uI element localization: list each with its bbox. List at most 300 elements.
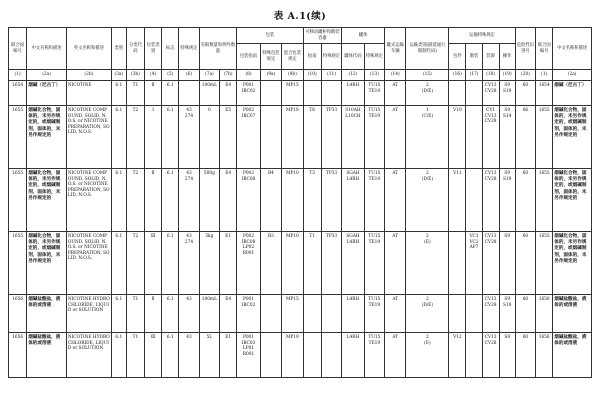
cell-tank-vehicle bbox=[385, 295, 406, 333]
cell-text: NICOTINE bbox=[67, 83, 92, 88]
cell-mixed-packing bbox=[282, 81, 303, 106]
cell-bulk bbox=[466, 333, 482, 378]
cell-en-name bbox=[66, 169, 111, 232]
cell-packing-instructions bbox=[237, 295, 261, 333]
header-un-number: 联合国编号 bbox=[9, 28, 27, 70]
cell-text: TU15 bbox=[368, 83, 381, 88]
cell-text: 1656 bbox=[12, 335, 24, 340]
cell-un-number bbox=[9, 333, 27, 378]
cell-text: NICOTINE HYDROCHLORIDE, LIQUID or SOLUTION bbox=[67, 297, 110, 314]
cell-text: 6.1 bbox=[115, 171, 123, 176]
cell-text: TE19 bbox=[368, 239, 381, 245]
cell-text: VC1 bbox=[469, 234, 479, 239]
header-cn-name-repeat: 中文名称和描述 bbox=[553, 28, 592, 70]
cell-text: R001 bbox=[242, 351, 255, 357]
header-tank-special: 特殊规定 bbox=[321, 44, 341, 70]
cell-text: B4 bbox=[268, 171, 274, 176]
cell-text: 6.1 bbox=[115, 335, 123, 340]
cell-tank-code bbox=[342, 106, 365, 169]
cell-tank-vehicle bbox=[385, 106, 406, 169]
cell-un-number-repeat bbox=[536, 232, 553, 295]
cell-en-name bbox=[66, 106, 111, 169]
header-tank-code-special: 特殊规定 bbox=[364, 44, 384, 70]
cell-text: AT bbox=[392, 171, 399, 176]
cell-text: T2 bbox=[132, 234, 139, 239]
cell-text: L4BH bbox=[346, 83, 360, 88]
cell-un-number bbox=[9, 169, 27, 232]
cell-text: TU15 bbox=[368, 171, 381, 176]
cell-text: 1655 bbox=[12, 171, 24, 176]
column-number: (14) bbox=[385, 70, 406, 81]
cell-label bbox=[162, 232, 179, 295]
cell-special-packing bbox=[260, 106, 281, 169]
header-group-tank: 罐体 bbox=[342, 28, 385, 44]
header-cn-name: 中文名称和描述 bbox=[27, 28, 67, 70]
cell-text: MP15 bbox=[286, 297, 299, 302]
cell-mixed-packing bbox=[282, 106, 303, 169]
cell-text: 5L bbox=[206, 335, 213, 340]
cell-text: TU15 bbox=[368, 108, 381, 113]
cell-text: 烟碱化合物，固体的，未另作规定的，或烟碱制剂，固体的，未另作规定的 bbox=[554, 171, 587, 201]
cell-text: CV13 bbox=[484, 335, 497, 340]
cell-text: AT bbox=[392, 297, 399, 302]
cell-text: S14 bbox=[503, 113, 512, 119]
cell-hazard-id bbox=[515, 106, 535, 169]
cell-tank-special bbox=[321, 81, 341, 106]
cell-text: S9 bbox=[504, 108, 511, 113]
cell-tank-special bbox=[321, 169, 341, 232]
header-transport-category: 运输类别(隧道通行限制代码) bbox=[406, 28, 449, 70]
header-hazard-id: 危险性识别号 bbox=[515, 28, 535, 70]
cell-bulk bbox=[466, 295, 482, 333]
cell-text: 6.1 bbox=[115, 108, 123, 113]
cell-text: NICOTINE COMPOUND, SOLID, N.O.S. or NICOTINE PREPARATION, SOLID, N.O.S. bbox=[67, 108, 110, 136]
cell-text: AT bbox=[392, 234, 399, 239]
cell-text: 6.1 bbox=[115, 234, 123, 239]
cell-text: (C/E) bbox=[421, 113, 434, 119]
cell-limited-quantity bbox=[199, 333, 219, 378]
cell-text: 6.1 bbox=[166, 171, 174, 176]
cell-operation bbox=[499, 169, 515, 232]
cell-mixed-packing bbox=[282, 232, 303, 295]
cell-text: T1 bbox=[132, 297, 139, 302]
cell-cn-name-repeat bbox=[553, 169, 592, 232]
cell-text: S9 bbox=[504, 171, 511, 176]
cell-en-name bbox=[66, 295, 111, 333]
cell-text: AT bbox=[392, 108, 399, 113]
cell-excepted-quantity bbox=[220, 232, 237, 295]
column-number: (15) bbox=[406, 70, 449, 81]
column-number: (1) bbox=[536, 70, 553, 81]
column-number: (9a) bbox=[260, 70, 281, 81]
cell-class-code bbox=[126, 333, 144, 378]
cell-text: 烟碱（尼古丁） bbox=[554, 83, 587, 88]
column-number-row bbox=[9, 70, 592, 81]
cell-text: 烟碱化合物，固体的，未另作规定的，或烟碱制剂，固体的，未另作规定的 bbox=[554, 234, 587, 264]
cell-label bbox=[162, 169, 179, 232]
cell-text: P002 bbox=[242, 108, 255, 113]
cell-packing-instructions bbox=[237, 106, 261, 169]
cell-bulk bbox=[466, 169, 482, 232]
cell-text: 5kg bbox=[205, 234, 214, 239]
cell-text: Ⅲ bbox=[151, 234, 156, 239]
column-number: (3a) bbox=[111, 70, 126, 81]
cell-special-provisions bbox=[179, 106, 199, 169]
cell-cn-name-repeat bbox=[553, 232, 592, 295]
column-number: (20) bbox=[515, 70, 535, 81]
cell-class-code bbox=[126, 295, 144, 333]
cell-class-code bbox=[126, 81, 144, 106]
cell-text: T2 bbox=[132, 108, 139, 113]
cell-text: 1654 bbox=[12, 83, 24, 88]
cell-text: 1655 bbox=[12, 108, 24, 113]
cell-un-number-repeat bbox=[536, 81, 553, 106]
header-en-name: 英文名称和描述 bbox=[66, 28, 111, 70]
cell-text: S19 bbox=[503, 88, 512, 94]
cell-text: 43 bbox=[186, 171, 192, 176]
cell-text: S19 bbox=[503, 302, 512, 308]
cell-packing-group bbox=[145, 333, 162, 378]
cell-text: MP15 bbox=[286, 83, 299, 88]
header-loading: 装卸 bbox=[482, 44, 499, 70]
cell-tank-special bbox=[321, 232, 341, 295]
cell-packing-instructions bbox=[237, 169, 261, 232]
cell-operation bbox=[499, 81, 515, 106]
cell-text: P001 bbox=[242, 335, 255, 340]
column-number: (4) bbox=[145, 70, 162, 81]
cell-text: R001 bbox=[242, 250, 255, 256]
cell-text: S9 bbox=[504, 335, 511, 340]
cell-text: AP7 bbox=[469, 245, 479, 251]
cell-packing-group bbox=[145, 81, 162, 106]
cell-mixed-packing bbox=[282, 169, 303, 232]
cell-text: IBC03 bbox=[241, 340, 256, 346]
cell-text: 1655 bbox=[538, 108, 550, 113]
cell-text: MP18 bbox=[286, 108, 299, 113]
cell-hazard-id bbox=[515, 333, 535, 378]
cell-text: SGAH bbox=[346, 234, 360, 239]
header-limited-quantity: 有限数量和例外数量 bbox=[199, 28, 237, 70]
cell-text: L4BH bbox=[346, 297, 360, 302]
cell-cn-name bbox=[27, 169, 67, 232]
cell-text: 6.1 bbox=[115, 83, 123, 88]
cell-packing-instructions bbox=[237, 232, 261, 295]
header-bulk: 散装 bbox=[466, 44, 482, 70]
cell-text: TP33 bbox=[325, 234, 338, 239]
cell-tank-code bbox=[342, 333, 365, 378]
cell-text: T6 bbox=[309, 108, 316, 113]
header-class: 类别 bbox=[111, 28, 126, 70]
cell-text: CV28 bbox=[484, 176, 497, 182]
cell-tank-code-special bbox=[364, 295, 384, 333]
cell-transport-category bbox=[406, 295, 449, 333]
cell-text: V11 bbox=[453, 171, 462, 176]
table-row bbox=[9, 295, 592, 333]
cell-text: T1 bbox=[132, 83, 139, 88]
cell-packages bbox=[449, 232, 466, 295]
cell-tank-code bbox=[342, 232, 365, 295]
header-special-provisions: 特殊规定 bbox=[179, 28, 199, 70]
cell-text: 43 bbox=[186, 335, 192, 340]
cell-label bbox=[162, 81, 179, 106]
cell-text: E5 bbox=[225, 108, 232, 113]
cell-text: TE19 bbox=[368, 113, 381, 119]
cell-text: P002 bbox=[242, 234, 255, 239]
cell-text: TE19 bbox=[368, 302, 381, 308]
cell-label bbox=[162, 333, 179, 378]
cell-tank-instructions bbox=[303, 333, 321, 378]
cell-text: CV13 bbox=[484, 297, 497, 302]
cell-text: 43 bbox=[186, 108, 192, 113]
cell-special-provisions bbox=[179, 333, 199, 378]
cell-class bbox=[111, 169, 126, 232]
cell-tank-instructions bbox=[303, 81, 321, 106]
cell-tank-instructions bbox=[303, 232, 321, 295]
cell-text: 1655 bbox=[538, 171, 550, 176]
cell-text: AT bbox=[392, 83, 399, 88]
cell-special-provisions bbox=[179, 295, 199, 333]
cell-text: 500g bbox=[203, 171, 215, 176]
cell-cn-name-repeat bbox=[553, 333, 592, 378]
cell-packages bbox=[449, 169, 466, 232]
cell-un-number-repeat bbox=[536, 106, 553, 169]
header-mixed-packing: 混合包装规定 bbox=[282, 44, 303, 70]
column-number: (6) bbox=[179, 70, 199, 81]
cell-packing-instructions bbox=[237, 333, 261, 378]
cell-cn-name-repeat bbox=[553, 295, 592, 333]
cell-excepted-quantity bbox=[220, 106, 237, 169]
table-row bbox=[9, 106, 592, 169]
cell-text: SGAH bbox=[346, 171, 360, 176]
cell-text: 100mL bbox=[201, 83, 217, 88]
cell-text: 6.1 bbox=[166, 335, 174, 340]
cell-transport-category bbox=[406, 169, 449, 232]
cell-text: 274 bbox=[184, 176, 194, 182]
cell-operation bbox=[499, 295, 515, 333]
cell-loading bbox=[482, 333, 499, 378]
cell-text: LP01 bbox=[242, 346, 255, 352]
cell-bulk bbox=[466, 106, 482, 169]
column-number: (19) bbox=[499, 70, 515, 81]
cell-transport-category bbox=[406, 81, 449, 106]
cell-text: 6.1 bbox=[166, 108, 174, 113]
cell-text: 1656 bbox=[538, 335, 550, 340]
cell-excepted-quantity bbox=[220, 295, 237, 333]
header-label: 标志 bbox=[162, 28, 179, 70]
cell-text: 2 bbox=[426, 171, 429, 176]
cell-text: E4 bbox=[225, 83, 232, 88]
cell-packing-group bbox=[145, 106, 162, 169]
cell-text: V12 bbox=[453, 335, 462, 340]
cell-text: 60 bbox=[522, 234, 529, 239]
column-number: (2b) bbox=[66, 70, 111, 81]
column-number: (7a) bbox=[199, 70, 219, 81]
cell-tank-instructions bbox=[303, 106, 321, 169]
cell-text: (D/E) bbox=[421, 176, 434, 182]
cell-text: 66 bbox=[522, 108, 529, 113]
cell-tank-vehicle bbox=[385, 333, 406, 378]
cell-special-provisions bbox=[179, 169, 199, 232]
cell-tank-code-special bbox=[364, 106, 384, 169]
cell-operation bbox=[499, 106, 515, 169]
column-number: (5) bbox=[162, 70, 179, 81]
cell-text: NICOTINE HYDROCHLORIDE, LIQUID or SOLUTION bbox=[67, 335, 110, 352]
cell-text: (D/E) bbox=[421, 88, 434, 94]
cell-text: 2 bbox=[426, 335, 429, 340]
cell-hazard-id bbox=[515, 295, 535, 333]
cell-text: 2 bbox=[426, 234, 429, 239]
column-number: (1) bbox=[9, 70, 27, 81]
cell-text: AT bbox=[392, 335, 399, 340]
cell-text: 43 bbox=[186, 234, 192, 239]
cell-class-code bbox=[126, 106, 144, 169]
cell-mixed-packing bbox=[282, 295, 303, 333]
cell-un-number bbox=[9, 81, 27, 106]
cell-special-packing bbox=[260, 169, 281, 232]
cell-packing-group bbox=[145, 169, 162, 232]
cell-loading bbox=[482, 232, 499, 295]
cell-label bbox=[162, 295, 179, 333]
cell-loading bbox=[482, 81, 499, 106]
cell-text: Ⅱ bbox=[151, 83, 155, 88]
cell-text: 60 bbox=[522, 83, 529, 88]
cell-text: 60 bbox=[522, 171, 529, 176]
cell-text: 烟碱盐酸盐，液体的或溶液 bbox=[554, 335, 587, 347]
cell-limited-quantity bbox=[199, 295, 219, 333]
cell-cn-name bbox=[27, 81, 67, 106]
cell-text: 2 bbox=[426, 83, 429, 88]
cell-text: NICOTINE COMPOUND, SOLID, N.O.S. or NICOTINE PREPARATION, SOLID, N.O.S. bbox=[67, 171, 110, 199]
cell-tank-code bbox=[342, 81, 365, 106]
cell-text: IBC08 bbox=[241, 176, 256, 182]
cell-special-packing bbox=[260, 333, 281, 378]
cell-text: S19 bbox=[503, 176, 512, 182]
cell-text: IBC02 bbox=[241, 302, 256, 308]
table-row bbox=[9, 232, 592, 295]
column-number: (13) bbox=[364, 70, 384, 81]
cell-text: 6.1 bbox=[166, 297, 174, 302]
cell-text: T1 bbox=[309, 234, 316, 239]
cell-text: V10 bbox=[453, 108, 462, 113]
cell-operation bbox=[499, 333, 515, 378]
cell-tank-special bbox=[321, 295, 341, 333]
cell-text: 1656 bbox=[12, 297, 24, 302]
cell-text: T1 bbox=[132, 335, 139, 340]
cell-tank-code-special bbox=[364, 81, 384, 106]
cell-text: 6.1 bbox=[115, 297, 123, 302]
cell-limited-quantity bbox=[199, 81, 219, 106]
cell-text: LP02 bbox=[242, 245, 255, 251]
cell-bulk bbox=[466, 81, 482, 106]
cell-text: TU15 bbox=[368, 297, 381, 302]
cell-text: 烟碱盐酸盐，液体的或溶液 bbox=[28, 335, 61, 347]
cell-text: L10CH bbox=[345, 113, 361, 119]
cell-tank-code-special bbox=[364, 333, 384, 378]
cell-text: 43 bbox=[186, 297, 192, 302]
cell-text: CV13 bbox=[484, 171, 497, 176]
cell-text: 2 bbox=[426, 297, 429, 302]
cell-text: E1 bbox=[225, 234, 232, 239]
cell-text: IBC02 bbox=[241, 88, 256, 94]
cell-packing-group bbox=[145, 232, 162, 295]
cell-special-provisions bbox=[179, 232, 199, 295]
cell-tank-vehicle bbox=[385, 81, 406, 106]
dangerous-goods-table bbox=[8, 27, 592, 378]
header-tank-instructions: 指南 bbox=[303, 44, 321, 70]
cell-cn-name bbox=[27, 232, 67, 295]
cell-text: TE19 bbox=[368, 340, 381, 346]
cell-text: MP10 bbox=[286, 234, 299, 239]
cell-packing-group bbox=[145, 295, 162, 333]
cell-mixed-packing bbox=[282, 333, 303, 378]
cell-text: S9 bbox=[504, 297, 511, 302]
cell-bulk bbox=[466, 232, 482, 295]
cell-class bbox=[111, 81, 126, 106]
cell-text: CV28 bbox=[484, 239, 497, 245]
cell-cn-name bbox=[27, 295, 67, 333]
header-tank-vehicle: 罐式运输车辆 bbox=[385, 28, 406, 70]
cell-loading bbox=[482, 295, 499, 333]
cell-text: MP19 bbox=[286, 335, 299, 340]
cell-packages bbox=[449, 106, 466, 169]
column-number: (2a) bbox=[553, 70, 592, 81]
header-packages: 包件 bbox=[449, 44, 466, 70]
cell-limited-quantity bbox=[199, 169, 219, 232]
table-title: 表 A.1(续) bbox=[273, 11, 327, 22]
cell-hazard-id bbox=[515, 169, 535, 232]
table-body bbox=[9, 81, 592, 378]
cell-en-name bbox=[66, 81, 111, 106]
cell-text: S9 bbox=[504, 234, 511, 239]
header-group-special-transport: 运输特殊规定 bbox=[449, 28, 515, 44]
cell-text: (E) bbox=[424, 239, 431, 245]
column-number: (17) bbox=[466, 70, 482, 81]
cell-text: IBC08 bbox=[241, 239, 256, 245]
cell-text: 烟碱（尼古丁） bbox=[28, 83, 61, 88]
column-number: (7b) bbox=[220, 70, 237, 81]
cell-class bbox=[111, 106, 126, 169]
header-un-number-repeat: 联合国编号 bbox=[536, 28, 553, 70]
cell-text: (D/E) bbox=[421, 302, 434, 308]
cell-text: 6.1 bbox=[166, 234, 174, 239]
cell-en-name bbox=[66, 333, 111, 378]
cell-packing-instructions bbox=[237, 81, 261, 106]
cell-cn-name-repeat bbox=[553, 81, 592, 106]
cell-excepted-quantity bbox=[220, 81, 237, 106]
cell-text: Ⅰ bbox=[152, 108, 154, 113]
cell-packages bbox=[449, 295, 466, 333]
cell-transport-category bbox=[406, 232, 449, 295]
cell-transport-category bbox=[406, 333, 449, 378]
cell-tank-vehicle bbox=[385, 232, 406, 295]
cell-text: P002 bbox=[242, 171, 255, 176]
cell-text: IBC07 bbox=[241, 113, 256, 119]
cell-tank-code bbox=[342, 169, 365, 232]
cell-text: CV13 bbox=[484, 113, 497, 119]
cell-text: TP33 bbox=[325, 108, 338, 113]
cell-transport-category bbox=[406, 106, 449, 169]
column-number: (9b) bbox=[282, 70, 303, 81]
cell-cn-name bbox=[27, 333, 67, 378]
cell-text: L4BH bbox=[346, 335, 360, 340]
cell-packages bbox=[449, 81, 466, 106]
cell-text: 1656 bbox=[538, 297, 550, 302]
cell-tank-instructions bbox=[303, 169, 321, 232]
cell-text: TU15 bbox=[368, 234, 381, 239]
cell-text: 1 bbox=[426, 108, 429, 113]
cell-text: CV28 bbox=[484, 340, 497, 346]
cell-en-name bbox=[66, 232, 111, 295]
